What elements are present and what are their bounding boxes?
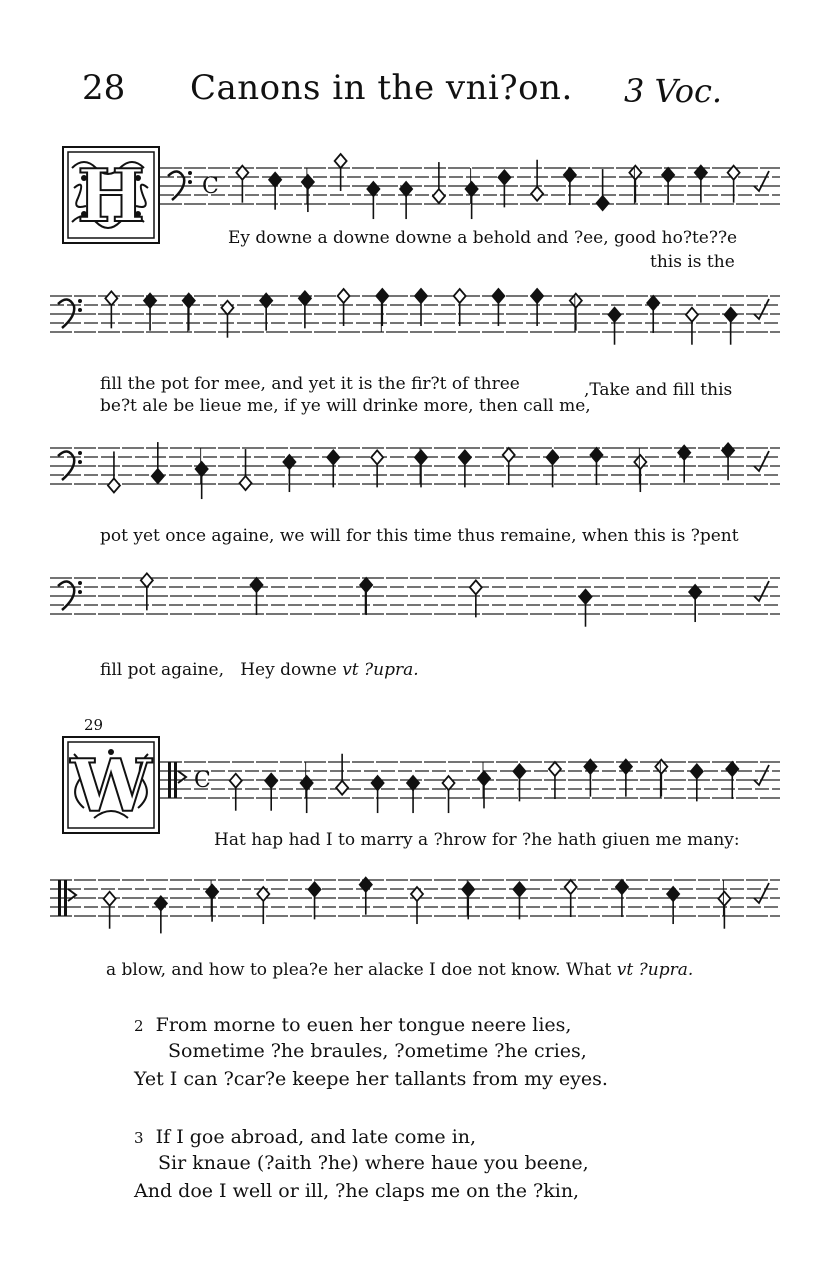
initial-letter: H: [76, 152, 146, 238]
lyric-text: a blow, and how to plea?e her alacke I doe not know.: [106, 960, 561, 980]
note: [531, 289, 543, 326]
lyric-text: fill pot againe,: [100, 660, 224, 680]
note: [597, 169, 609, 210]
song-number: 29: [84, 716, 104, 734]
note: [454, 289, 466, 326]
custos-icon: [754, 765, 769, 785]
note: [691, 764, 703, 801]
decorated-initial-h: [62, 146, 160, 244]
lyric-text: What: [566, 960, 612, 980]
note: [695, 166, 707, 203]
note: [411, 887, 423, 924]
lyric-line: this is the: [650, 252, 735, 272]
verse-line: And doe I well or ill, ?he claps me on the ?kin,: [134, 1180, 580, 1202]
note: [155, 896, 167, 933]
note: [196, 462, 208, 499]
note: [257, 887, 269, 924]
verse-line: Sometime ?he braules, ?ometime ?he cries,: [168, 1040, 587, 1062]
note: [327, 450, 339, 487]
custos-icon: [754, 883, 769, 903]
note: [265, 774, 277, 811]
note: [492, 289, 504, 326]
custos-icon: [754, 299, 769, 319]
verse-text: From morne to euen her tongue neere lies,: [155, 1014, 572, 1036]
note: [144, 294, 156, 331]
page-number: 28: [82, 68, 126, 108]
note: [725, 308, 737, 345]
note: [336, 754, 348, 795]
lyric-line: Ey downe a downe downe a behold and ?ee, good ho?te??e: [228, 228, 738, 248]
note: [689, 585, 701, 622]
note: [498, 170, 510, 207]
verse-line: Yet I can ?car?e keepe her tallants from my eyes.: [134, 1068, 608, 1090]
music-staff-2: [50, 278, 780, 358]
verse-text: If I goe abroad, and late come in,: [155, 1126, 477, 1148]
note: [629, 166, 641, 203]
note: [183, 294, 195, 331]
music-staff-5: [160, 744, 780, 834]
lyric-italic: vt ?upra.: [342, 660, 419, 680]
note: [283, 455, 295, 492]
lyric-italic: vt ?upra.: [616, 960, 694, 980]
music-staff-6: [50, 862, 780, 942]
note: [371, 450, 383, 487]
initial-letter: W: [70, 742, 152, 828]
note: [609, 308, 621, 345]
note: [620, 760, 632, 797]
note: [570, 294, 582, 331]
music-staff-3: [50, 430, 780, 510]
lyric-line: Hat hap had I to marry a ?hrow for ?he hath giuen me many:: [214, 830, 740, 850]
lyric-line: pot yet once againe, we will for this time thus remaine, when this is ?pent: [100, 526, 739, 546]
custos-icon: [754, 581, 769, 601]
lyric-line: be?t ale be lieue me, if ye will drinke more, then call me,: [100, 396, 591, 416]
note: [686, 308, 698, 345]
verse-line: [134, 1014, 571, 1036]
note: [478, 771, 490, 808]
verse-number: 2: [134, 1017, 144, 1035]
lyric-line: ,Take and fill this: [584, 380, 733, 400]
note: [407, 776, 419, 813]
note: [580, 590, 592, 627]
note: [309, 882, 321, 919]
note: [236, 166, 248, 203]
verse-line: Sir knaue (?aith ?he) where haue you beene,: [158, 1152, 589, 1174]
music-staff-4: [50, 560, 780, 640]
page-title: Canons in the vni?on.: [190, 68, 573, 108]
decorated-initial-w: [62, 736, 160, 834]
note: [367, 182, 379, 219]
note: [470, 580, 482, 617]
time-signature: C: [194, 768, 211, 793]
note: [443, 776, 455, 813]
lyric-line: fill the pot for mee, and yet it is the fir?t of three: [100, 374, 520, 394]
note: [728, 166, 740, 203]
lyric-text: Hey downe: [240, 660, 337, 680]
voice-count: 3 Voc.: [624, 72, 723, 110]
lyric-line: [106, 960, 693, 980]
note: [634, 455, 646, 492]
note: [360, 878, 372, 915]
c-clef-icon: [168, 762, 186, 798]
note: [415, 289, 427, 326]
custos-icon: [754, 451, 769, 471]
note: [372, 776, 384, 813]
note: [260, 294, 272, 331]
note: [584, 760, 596, 797]
note: [462, 882, 474, 919]
lyric-line: [100, 660, 419, 680]
custos-icon: [754, 171, 769, 191]
verse-line: [134, 1126, 476, 1148]
time-signature: C: [202, 174, 219, 199]
note: [338, 289, 350, 326]
verse-number: 3: [134, 1129, 144, 1147]
note: [718, 892, 730, 929]
note: [459, 450, 471, 487]
c-clef-icon: [58, 880, 76, 916]
note: [678, 446, 690, 483]
note: [513, 882, 525, 919]
note: [240, 449, 252, 490]
note: [547, 450, 559, 487]
note: [400, 182, 412, 219]
note: [655, 760, 667, 797]
note: [415, 450, 427, 487]
note: [230, 774, 242, 811]
note: [104, 892, 116, 929]
note: [301, 776, 313, 813]
note: [376, 289, 388, 326]
note: [667, 887, 679, 924]
note: [513, 764, 525, 801]
note: [302, 175, 314, 212]
music-staff-1: [160, 150, 780, 240]
note: [531, 160, 543, 201]
note: [466, 182, 478, 219]
